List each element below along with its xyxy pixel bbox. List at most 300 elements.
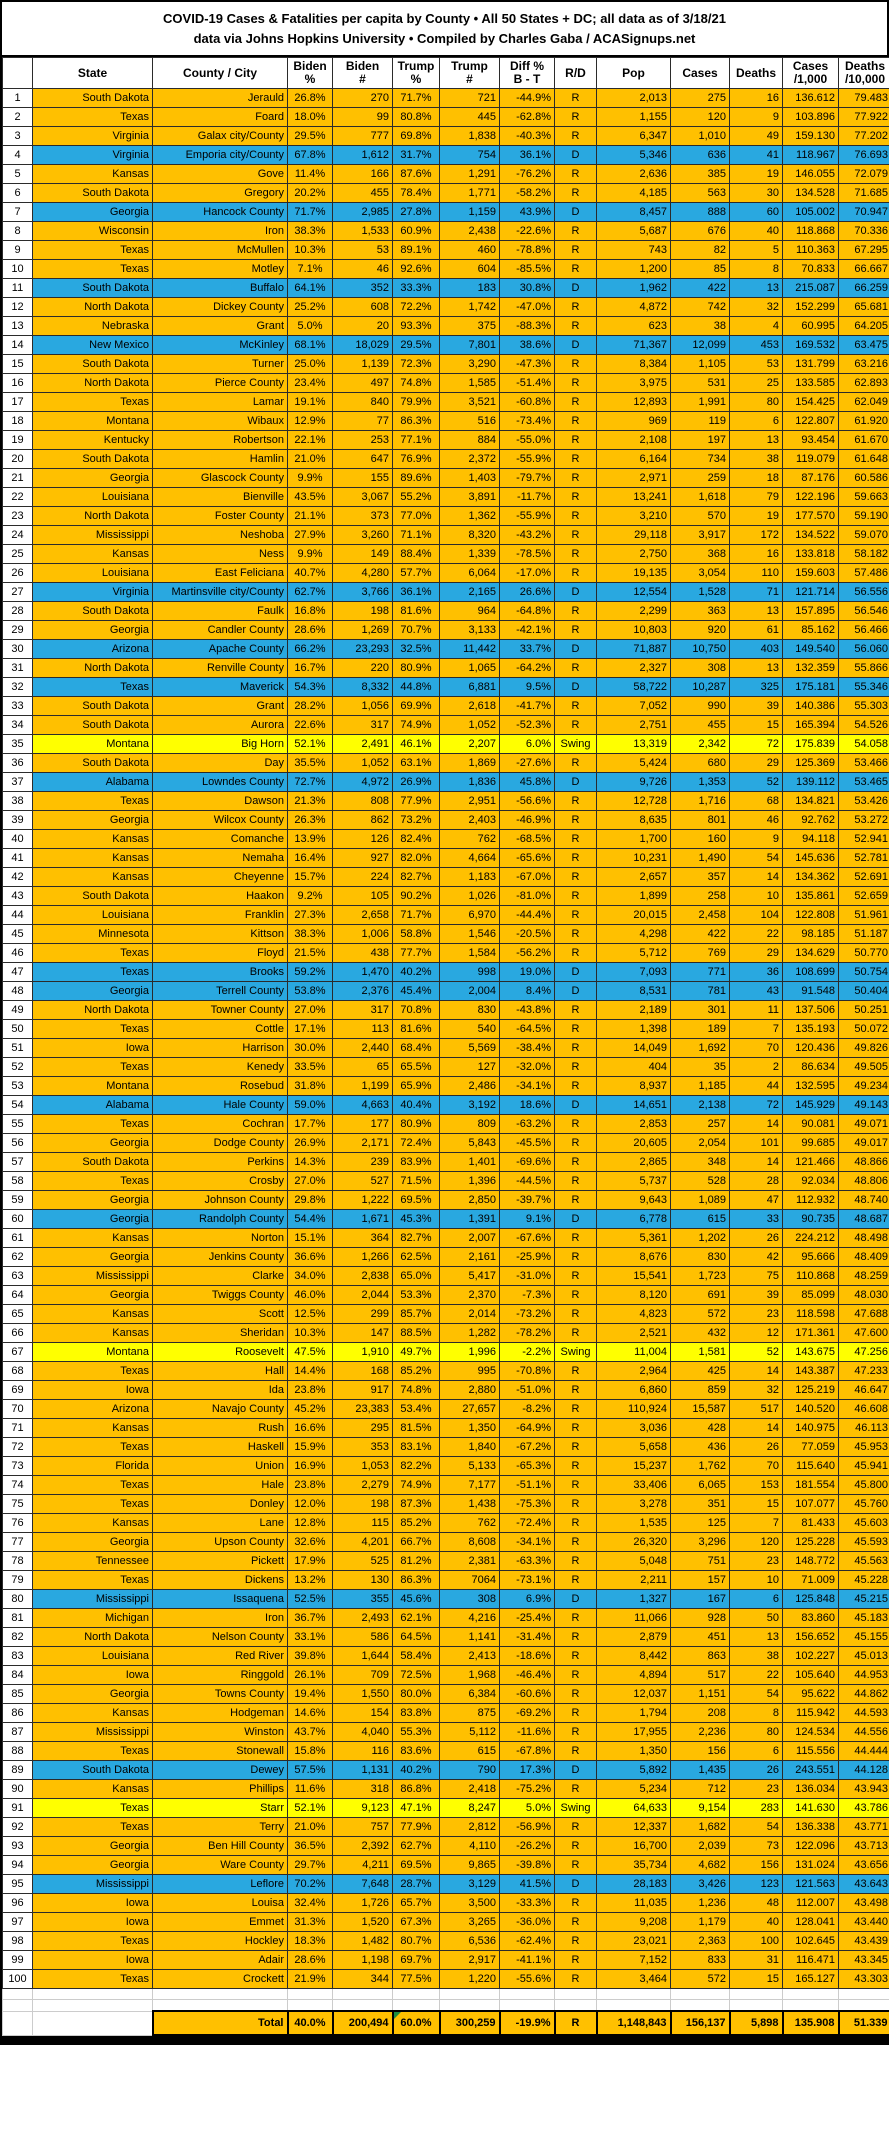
cell-cases: 2,458: [671, 906, 730, 925]
cell-biden-votes: 239: [333, 1153, 393, 1172]
cell-biden-pct: 52.1%: [288, 1799, 333, 1818]
cell-cases: 691: [671, 1286, 730, 1305]
cell-county: Dickey County: [153, 298, 288, 317]
cell-diff: -45.5%: [500, 1134, 555, 1153]
cell-county: Ida: [153, 1381, 288, 1400]
cell-party: R: [555, 1324, 597, 1343]
cell-pop: 35,734: [597, 1856, 671, 1875]
cell-deaths: 10: [730, 887, 783, 906]
cell-diff: -41.7%: [500, 697, 555, 716]
cell-biden-pct: 10.3%: [288, 1324, 333, 1343]
cell-rank: 76: [3, 1514, 33, 1533]
cell-biden-votes: 9,123: [333, 1799, 393, 1818]
cell-biden-votes: 1,550: [333, 1685, 393, 1704]
cell-biden-pct: 9.9%: [288, 469, 333, 488]
cell-rank: 13: [3, 317, 33, 336]
cell-trump-votes: 1,291: [440, 165, 500, 184]
cell-biden-pct: 21.1%: [288, 507, 333, 526]
cell-biden-pct: 36.7%: [288, 1609, 333, 1628]
cell-county: Dewey: [153, 1761, 288, 1780]
table-row: [3, 754, 889, 773]
cell-deaths-per-10000: 43.303: [839, 1970, 889, 1989]
cell-diff: -31.4%: [500, 1628, 555, 1647]
cell-county: Twiggs County: [153, 1286, 288, 1305]
cell-rank: 23: [3, 507, 33, 526]
cell-party: D: [555, 279, 597, 298]
cell-pop: 5,361: [597, 1229, 671, 1248]
cell-cases-per-1000: 145.636: [783, 849, 839, 868]
cell-cases: 859: [671, 1381, 730, 1400]
cell-rank: 66: [3, 1324, 33, 1343]
cell-cases-per-1000: 102.227: [783, 1647, 839, 1666]
cell-county: Iron: [153, 1609, 288, 1628]
cell-trump-pct: 82.4%: [393, 830, 440, 849]
cell-biden-votes: 586: [333, 1628, 393, 1647]
cell-trump-pct: 78.4%: [393, 184, 440, 203]
cell-trump-pct: 71.7%: [393, 89, 440, 108]
cell-deaths: 283: [730, 1799, 783, 1818]
cell-diff: -64.2%: [500, 659, 555, 678]
cell-biden-votes: 2,392: [333, 1837, 393, 1856]
total-row: [3, 2011, 889, 2035]
cell-biden-votes: 1,266: [333, 1248, 393, 1267]
cell-county: Issaquena: [153, 1590, 288, 1609]
cell-diff: -40.3%: [500, 127, 555, 146]
table-row: [3, 507, 889, 526]
cell-rank: 46: [3, 944, 33, 963]
cell-trump-pct: 31.7%: [393, 146, 440, 165]
cell-biden-pct: 9.9%: [288, 545, 333, 564]
cell-rank: 45: [3, 925, 33, 944]
cell-biden-pct: 12.9%: [288, 412, 333, 431]
cell-rank: 80: [3, 1590, 33, 1609]
cell-county: Comanche: [153, 830, 288, 849]
table-row: [3, 716, 889, 735]
cell-trump-pct: 82.7%: [393, 1229, 440, 1248]
cell-county: Robertson: [153, 431, 288, 450]
cell-trump-votes: 183: [440, 279, 500, 298]
cell-cases-per-1000: 95.666: [783, 1248, 839, 1267]
cell-cases-per-1000: 175.839: [783, 735, 839, 754]
table-row: [3, 279, 889, 298]
cell-party: R: [555, 1191, 597, 1210]
cell-state: Montana: [33, 412, 153, 431]
cell-cases-per-1000: 145.929: [783, 1096, 839, 1115]
cell-pop: 12,893: [597, 393, 671, 412]
table-row: [3, 1058, 889, 1077]
cell-state: South Dakota: [33, 450, 153, 469]
cell-trump-pct: 65.9%: [393, 1077, 440, 1096]
cell-county: Scott: [153, 1305, 288, 1324]
cell-biden-votes: 808: [333, 792, 393, 811]
cell-cases-per-1000: 122.196: [783, 488, 839, 507]
cell-diff: -46.4%: [500, 1666, 555, 1685]
cell-cases-per-1000: 105.002: [783, 203, 839, 222]
cell-biden-pct: 34.0%: [288, 1267, 333, 1286]
cell-biden-pct: 22.6%: [288, 716, 333, 735]
cell-party: R: [555, 165, 597, 184]
table-row: [3, 241, 889, 260]
cell-diff: -55.9%: [500, 450, 555, 469]
cell-state: Texas: [33, 963, 153, 982]
cell-cases: 425: [671, 1362, 730, 1381]
table-row: [3, 1020, 889, 1039]
col-header-cases-per-1000: Cases /1,000: [783, 58, 839, 89]
cell-pop: 1,535: [597, 1514, 671, 1533]
cell-biden-pct: 16.9%: [288, 1457, 333, 1476]
cell-party: R: [555, 1400, 597, 1419]
table-row: [3, 184, 889, 203]
cell-deaths-per-10000: 45.953: [839, 1438, 889, 1457]
cell-county: Cheyenne: [153, 868, 288, 887]
total-cases-per-1000: 135.908: [783, 2011, 839, 2035]
cell-cases-per-1000: 115.640: [783, 1457, 839, 1476]
cell-biden-votes: 1,222: [333, 1191, 393, 1210]
cell-state: Arizona: [33, 640, 153, 659]
cell-cases-per-1000: 87.176: [783, 469, 839, 488]
cell-cases-per-1000: 149.540: [783, 640, 839, 659]
cell-state: Texas: [33, 1932, 153, 1951]
cell-cases-per-1000: 105.640: [783, 1666, 839, 1685]
cell-trump-pct: 70.7%: [393, 621, 440, 640]
cell-trump-votes: 2,438: [440, 222, 500, 241]
cell-deaths-per-10000: 76.693: [839, 146, 889, 165]
cell-party: R: [555, 602, 597, 621]
cell-pop: 33,406: [597, 1476, 671, 1495]
cell-trump-votes: 6,881: [440, 678, 500, 697]
cell-cases-per-1000: 131.024: [783, 1856, 839, 1875]
cell-biden-pct: 20.2%: [288, 184, 333, 203]
cell-biden-votes: 1,612: [333, 146, 393, 165]
cell-rank: 5: [3, 165, 33, 184]
cell-rank: 96: [3, 1894, 33, 1913]
cell-deaths-per-10000: 67.295: [839, 241, 889, 260]
cell-county: Terry: [153, 1818, 288, 1837]
cell-deaths-per-10000: 48.740: [839, 1191, 889, 1210]
cell-trump-pct: 58.8%: [393, 925, 440, 944]
cell-deaths: 22: [730, 1666, 783, 1685]
cell-county: Big Horn: [153, 735, 288, 754]
cell-cases-per-1000: 112.932: [783, 1191, 839, 1210]
cell-diff: -2.2%: [500, 1343, 555, 1362]
cell-rank: 12: [3, 298, 33, 317]
cell-rank: 6: [3, 184, 33, 203]
cell-cases-per-1000: 120.436: [783, 1039, 839, 1058]
cell-rank: 84: [3, 1666, 33, 1685]
cell-deaths-per-10000: 63.475: [839, 336, 889, 355]
cell-biden-votes: 318: [333, 1780, 393, 1799]
cell-biden-pct: 46.0%: [288, 1286, 333, 1305]
cell-party: R: [555, 1476, 597, 1495]
cell-diff: -11.7%: [500, 488, 555, 507]
cell-biden-votes: 1,006: [333, 925, 393, 944]
cell-county: Dawson: [153, 792, 288, 811]
cell-biden-pct: 57.5%: [288, 1761, 333, 1780]
table-row: [3, 564, 889, 583]
cell-deaths: 32: [730, 298, 783, 317]
cell-party: R: [555, 1305, 597, 1324]
cell-deaths: 6: [730, 1590, 783, 1609]
cell-cases: 833: [671, 1951, 730, 1970]
cell-deaths: 72: [730, 735, 783, 754]
cell-cases-per-1000: 141.630: [783, 1799, 839, 1818]
table-row: [3, 108, 889, 127]
cell-deaths: 40: [730, 222, 783, 241]
cell-trump-votes: 884: [440, 431, 500, 450]
cell-deaths-per-10000: 49.071: [839, 1115, 889, 1134]
cell-rank: 51: [3, 1039, 33, 1058]
cell-trump-votes: 3,192: [440, 1096, 500, 1115]
cell-trump-votes: 1,403: [440, 469, 500, 488]
cell-biden-pct: 12.8%: [288, 1514, 333, 1533]
cell-cases: 422: [671, 925, 730, 944]
cell-trump-pct: 68.4%: [393, 1039, 440, 1058]
table-row: [3, 1400, 889, 1419]
cell-trump-votes: 2,917: [440, 1951, 500, 1970]
cell-biden-pct: 53.8%: [288, 982, 333, 1001]
cell-deaths: 15: [730, 1495, 783, 1514]
table-row: [3, 1324, 889, 1343]
cell-deaths: 26: [730, 1761, 783, 1780]
cell-biden-pct: 32.6%: [288, 1533, 333, 1552]
cell-state: North Dakota: [33, 659, 153, 678]
table-row: [3, 1571, 889, 1590]
cell-diff: -27.6%: [500, 754, 555, 773]
cell-rank: 88: [3, 1742, 33, 1761]
cell-cases-per-1000: 171.361: [783, 1324, 839, 1343]
cell-biden-votes: 1,131: [333, 1761, 393, 1780]
cell-deaths: 70: [730, 1039, 783, 1058]
cell-party: R: [555, 450, 597, 469]
cell-diff: -79.7%: [500, 469, 555, 488]
cell-biden-votes: 115: [333, 1514, 393, 1533]
cell-cases-per-1000: 115.942: [783, 1704, 839, 1723]
table-row: [3, 621, 889, 640]
cell-cases: 348: [671, 1153, 730, 1172]
cell-trump-pct: 70.8%: [393, 1001, 440, 1020]
cell-rank: 52: [3, 1058, 33, 1077]
cell-trump-votes: 1,362: [440, 507, 500, 526]
table-row: [3, 1514, 889, 1533]
cell-rank: 93: [3, 1837, 33, 1856]
cell-deaths: 68: [730, 792, 783, 811]
cell-cases: 197: [671, 431, 730, 450]
cell-state: Texas: [33, 1438, 153, 1457]
cell-trump-pct: 33.3%: [393, 279, 440, 298]
cell-pop: 5,737: [597, 1172, 671, 1191]
cell-trump-votes: 27,657: [440, 1400, 500, 1419]
cell-deaths-per-10000: 45.760: [839, 1495, 889, 1514]
cell-deaths: 30: [730, 184, 783, 203]
cell-party: R: [555, 868, 597, 887]
cell-trump-pct: 83.1%: [393, 1438, 440, 1457]
cell-cases: 357: [671, 868, 730, 887]
cell-trump-votes: 830: [440, 1001, 500, 1020]
cell-trump-pct: 40.2%: [393, 1761, 440, 1780]
cell-party: R: [555, 1894, 597, 1913]
cell-party: D: [555, 982, 597, 1001]
cell-biden-votes: 53: [333, 241, 393, 260]
cell-deaths: 6: [730, 412, 783, 431]
cell-state: North Dakota: [33, 298, 153, 317]
col-header-biden-votes: Biden #: [333, 58, 393, 89]
cell-county: Hockley: [153, 1932, 288, 1951]
cell-cases-per-1000: 165.394: [783, 716, 839, 735]
cell-biden-votes: 154: [333, 1704, 393, 1723]
cell-biden-votes: 198: [333, 602, 393, 621]
cell-deaths-per-10000: 47.233: [839, 1362, 889, 1381]
cell-deaths-per-10000: 64.205: [839, 317, 889, 336]
cell-biden-pct: 21.9%: [288, 1970, 333, 1989]
cell-biden-votes: 3,260: [333, 526, 393, 545]
cell-biden-pct: 5.0%: [288, 317, 333, 336]
cell-deaths-per-10000: 43.943: [839, 1780, 889, 1799]
cell-cases: 15,587: [671, 1400, 730, 1419]
cell-deaths: 25: [730, 374, 783, 393]
col-header-deaths-per-10000: Deaths /10,000: [839, 58, 889, 89]
cell-biden-pct: 39.8%: [288, 1647, 333, 1666]
cell-state: Georgia: [33, 811, 153, 830]
table-row: [3, 792, 889, 811]
cell-biden-votes: 113: [333, 1020, 393, 1039]
cell-cases: 10,750: [671, 640, 730, 659]
cell-party: R: [555, 1172, 597, 1191]
cell-rank: 75: [3, 1495, 33, 1514]
cell-trump-votes: 790: [440, 1761, 500, 1780]
cell-pop: 2,521: [597, 1324, 671, 1343]
cell-trump-votes: 1,742: [440, 298, 500, 317]
table-row: [3, 583, 889, 602]
cell-trump-pct: 62.1%: [393, 1609, 440, 1628]
cell-trump-pct: 44.8%: [393, 678, 440, 697]
cell-biden-pct: 14.4%: [288, 1362, 333, 1381]
cell-rank: 68: [3, 1362, 33, 1381]
cell-deaths: 80: [730, 1723, 783, 1742]
cell-deaths: 42: [730, 1248, 783, 1267]
table-row: [3, 1267, 889, 1286]
cell-state: Texas: [33, 1058, 153, 1077]
cell-party: R: [555, 697, 597, 716]
cell-deaths-per-10000: 45.563: [839, 1552, 889, 1571]
cell-deaths: 5: [730, 241, 783, 260]
cell-state: Kansas: [33, 1229, 153, 1248]
cell-rank: 20: [3, 450, 33, 469]
cell-pop: 969: [597, 412, 671, 431]
cell-trump-pct: 47.1%: [393, 1799, 440, 1818]
cell-diff: -67.2%: [500, 1438, 555, 1457]
cell-party: R: [555, 184, 597, 203]
cell-party: R: [555, 1647, 597, 1666]
cell-trump-votes: 2,812: [440, 1818, 500, 1837]
cell-county: Day: [153, 754, 288, 773]
cell-biden-votes: 527: [333, 1172, 393, 1191]
cell-county: Lamar: [153, 393, 288, 412]
table-row: [3, 1191, 889, 1210]
cell-rank: 47: [3, 963, 33, 982]
cell-diff: 8.4%: [500, 982, 555, 1001]
cell-biden-votes: 1,269: [333, 621, 393, 640]
cell-state: Georgia: [33, 1856, 153, 1875]
cell-biden-pct: 19.4%: [288, 1685, 333, 1704]
cell-cases: 636: [671, 146, 730, 165]
cell-trump-votes: 2,403: [440, 811, 500, 830]
cell-state: South Dakota: [33, 355, 153, 374]
cell-diff: -55.6%: [500, 1970, 555, 1989]
cell-diff: -75.2%: [500, 1780, 555, 1799]
cell-deaths: 41: [730, 146, 783, 165]
cell-biden-votes: 220: [333, 659, 393, 678]
cell-pop: 2,636: [597, 165, 671, 184]
cell-trump-votes: 6,384: [440, 1685, 500, 1704]
cell-trump-votes: 2,850: [440, 1191, 500, 1210]
cell-trump-votes: 1,401: [440, 1153, 500, 1172]
cell-biden-pct: 32.4%: [288, 1894, 333, 1913]
cell-county: Harrison: [153, 1039, 288, 1058]
cell-rank: 24: [3, 526, 33, 545]
cell-biden-pct: 16.6%: [288, 1419, 333, 1438]
cell-county: Cochran: [153, 1115, 288, 1134]
cell-deaths-per-10000: 57.486: [839, 564, 889, 583]
cell-state: Louisiana: [33, 906, 153, 925]
cell-deaths-per-10000: 59.190: [839, 507, 889, 526]
cell-state: Virginia: [33, 127, 153, 146]
cell-state: Texas: [33, 1362, 153, 1381]
cell-trump-votes: 615: [440, 1742, 500, 1761]
cell-party: R: [555, 469, 597, 488]
cell-deaths-per-10000: 48.687: [839, 1210, 889, 1229]
title-box: [2, 2, 887, 57]
table-row: [3, 1096, 889, 1115]
cell-cases: 712: [671, 1780, 730, 1799]
cell-deaths-per-10000: 44.953: [839, 1666, 889, 1685]
cell-deaths: 70: [730, 1457, 783, 1476]
cell-cases: 563: [671, 184, 730, 203]
cell-cases: 1,716: [671, 792, 730, 811]
cell-cases: 208: [671, 1704, 730, 1723]
cell-party: R: [555, 1742, 597, 1761]
cell-party: D: [555, 640, 597, 659]
col-header-diff: Diff % B - T: [500, 58, 555, 89]
cell-cases: 368: [671, 545, 730, 564]
cell-cases: 920: [671, 621, 730, 640]
cell-biden-votes: 1,671: [333, 1210, 393, 1229]
cell-deaths-per-10000: 49.826: [839, 1039, 889, 1058]
cell-deaths: 36: [730, 963, 783, 982]
cell-party: R: [555, 1419, 597, 1438]
cell-diff: -56.2%: [500, 944, 555, 963]
cell-trump-pct: 79.9%: [393, 393, 440, 412]
cell-trump-pct: 36.1%: [393, 583, 440, 602]
cell-biden-votes: 364: [333, 1229, 393, 1248]
cell-deaths: 2: [730, 1058, 783, 1077]
cell-biden-votes: 2,985: [333, 203, 393, 222]
cell-cases: 2,363: [671, 1932, 730, 1951]
cell-trump-pct: 65.5%: [393, 1058, 440, 1077]
cell-deaths: 14: [730, 1115, 783, 1134]
cell-biden-pct: 13.9%: [288, 830, 333, 849]
table-row: [3, 1723, 889, 1742]
cell-deaths: 12: [730, 1324, 783, 1343]
table-row: [3, 222, 889, 241]
cell-state: South Dakota: [33, 1761, 153, 1780]
cell-trump-pct: 85.2%: [393, 1514, 440, 1533]
cell-county: Crockett: [153, 1970, 288, 1989]
cell-county: Ringgold: [153, 1666, 288, 1685]
cell-state: Montana: [33, 735, 153, 754]
cell-trump-votes: 516: [440, 412, 500, 431]
cell-cases: 680: [671, 754, 730, 773]
cell-county: Red River: [153, 1647, 288, 1666]
